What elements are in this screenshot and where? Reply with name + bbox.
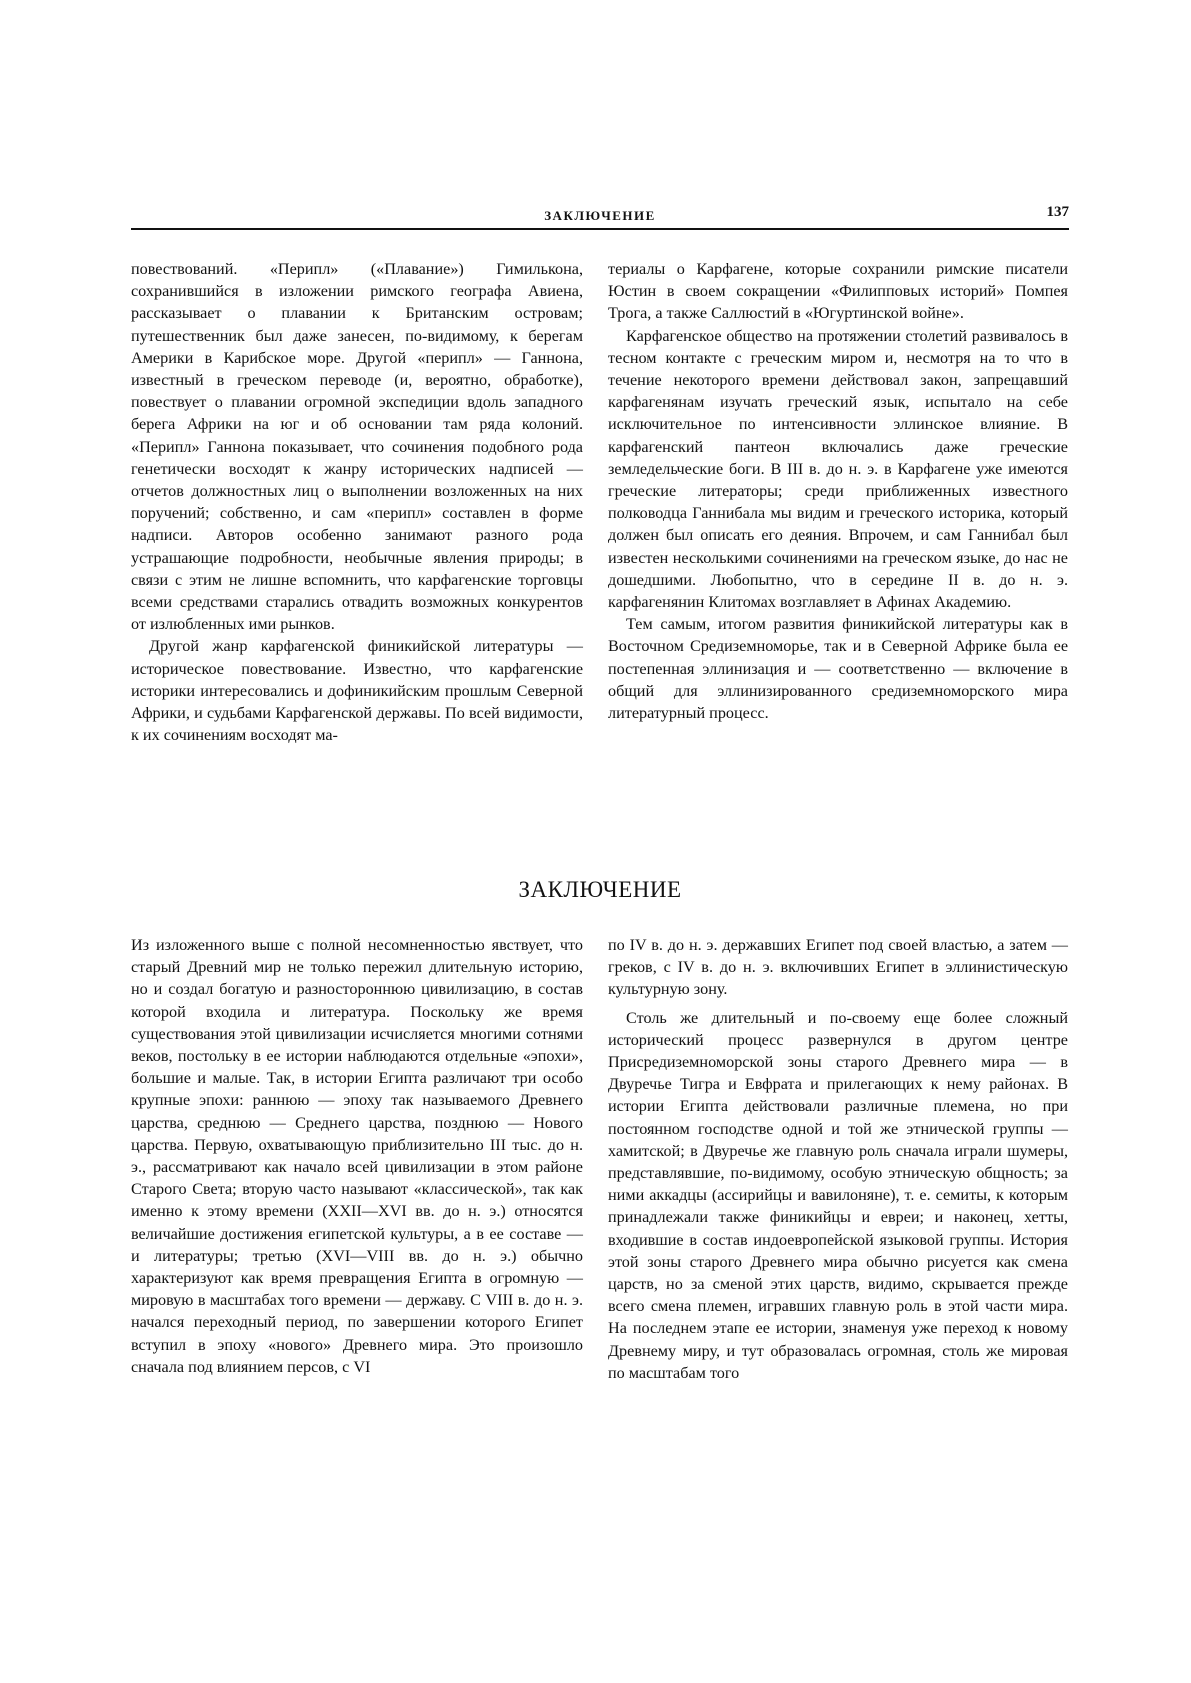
bottom-left-column — [131, 934, 583, 1574]
paragraph: повествований. «Перипл» («Плавание») Гимилькона, сохранившийся в изложении римского географа Авиена, рассказывает о плавании к Британским островам; путешественник был даже занесен, по-видимому, к берегам Америки в Карибское море. Другой «перипл» — Ганнона, известный в греческом переводе (и, вероятно, обработке), повествует о плавании огромной экспедиции вдоль западного берега Африки на юг и об основании там ряда колоний. «Перипл» Ганнона показывает, что сочинения подобного рода генетически восходят к жанру исторических надписей — отчетов должностных лиц о выполнении возложенных на них поручений; собственно, и сам «перипл» составлен в форме надписи. Авторов особенно занимают разного рода устрашающие подробности, необычные явления природы; в связи с этим не лишне вспомнить, что карфагенские торговцы всеми средствами старались отвадить возможных конкурентов от излюбленных ими рынков. — [131, 260, 583, 634]
running-header — [131, 204, 1069, 230]
running-title: ЗАКЛЮЧЕНИЕ — [544, 208, 656, 223]
top-left-column — [131, 258, 583, 858]
bottom-right-column — [608, 934, 1068, 1574]
paragraph: Другой жанр карфагенской финикийской литературы — историческое повествование. Известно, что карфагенские историки интересовались и дофиникийским прошлым Северной Африки, и судьбами Карфагенской державы. По всей видимости, к их сочинениям восходят ма- — [131, 637, 583, 745]
paragraph: Столь же длительный и по-своему еще более сложный исторический процесс развернулся в другом центре Присредиземноморской зоны старого Древнего мира — в Двуречье Тигра и Евфрата и прилегающих к нему районах. В истории Египта действовали различные племена, но при постоянном господстве одной и той же этнической группы — хамитской; в Двуречье же главную роль сначала играли шумеры, представлявшие, по-видимому, особую этническую общность; за ними аккадцы (ассирийцы и вавилоняне), т. е. семиты, к которым принадлежали также финикийцы и евреи; и наконец, хетты, входившие в состав индоевропейской языковой группы. История этой зоны старого Древнего мира обычно рисуется как смена царств, но за сменой этих царств, видимо, скрывается прежде всего смена племен, игравших главную роль в этой части мира. На последнем этапе ее истории, знаменуя уже переход к новому Древнему миру, и тут образовалась огромная, столь же мировая по масштабам того — [608, 1008, 1068, 1382]
top-right-column — [608, 258, 1068, 858]
paragraph: Из изложенного выше с полной несомненностью явствует, что старый Древний мир не только пережил длительную историю, но и создал богатую и разностороннюю цивилизацию, в состав которой входила и литература. Поскольку же время существования этой цивилизации исчисляется многими сотнями веков, постольку в ее истории наблюдаются отдельные «эпохи», большие и малые. Так, в истории Египта различают три особо крупные эпохи: раннюю — эпоху так называемого Древнего царства, среднюю — Среднего царства, позднюю — Нового царства. Первую, охватывающую приблизительно III тыс. до н. э., рассматривают как начало всей цивилизации в этом районе Старого Света; вторую часто называют «классической», так как именно к этому времени (XXII—XVI вв. до н. э.) относятся величайшие достижения египетской культуры, а в ее составе — и литературы; третью (XVI—VIII вв. до н. э.) обычно характеризуют как время превращения Египта в огромную — мировую в масштабах того времени — державу. С VIII в. до н. э. начался переходный период, по завершении которого Египет вступил в эпоху «нового» Древнего мира. Это произошло сначала под влиянием персов, с VI — [131, 936, 583, 1376]
paragraph: Тем самым, итогом развития финикийской литературы как в Восточном Средиземноморье, так и в Северной Африке была ее постепенная эллинизация и — соответственно — включение в общий для эллинизированного средиземноморского мира литературный процесс. — [608, 615, 1068, 723]
paragraph: териалы о Карфагене, которые сохранили римские писатели Юстин в своем сокращении «Филипповых историй» Помпея Трога, а также Саллюстий в «Югуртинской войне». — [608, 260, 1068, 323]
paragraph: по IV в. до н. э. державших Египет под своей властью, а затем — греков, с IV в. до н. э. включивших Египет в эллинистическую культурную зону. — [608, 936, 1068, 999]
paragraph: Карфагенское общество на протяжении столетий развивалось в тесном контакте с греческим миром и, несмотря на то что в течение некоторого времени действовал закон, запрещавший карфагенянам изучать греческий язык, испытало на себе исключительное по интенсивности эллинское влияние. В карфагенский пантеон включались даже греческие земледельческие боги. В III в. до н. э. в Карфагене уже имеются греческие литераторы; среди приближенных известного полководца Ганнибала мы видим и греческого историка, который должен был описать его деяния. Впрочем, и сам Ганнибал был известен несколькими сочинениями на греческом языке, до нас не дошедшими. Любопытно, что в середине II в. до н. э. карфагенянин Клитомах возглавляет в Афинах Академию. — [608, 326, 1068, 612]
page-number: 137 — [1046, 204, 1069, 220]
section-title: ЗАКЛЮЧЕНИЕ — [518, 877, 682, 902]
